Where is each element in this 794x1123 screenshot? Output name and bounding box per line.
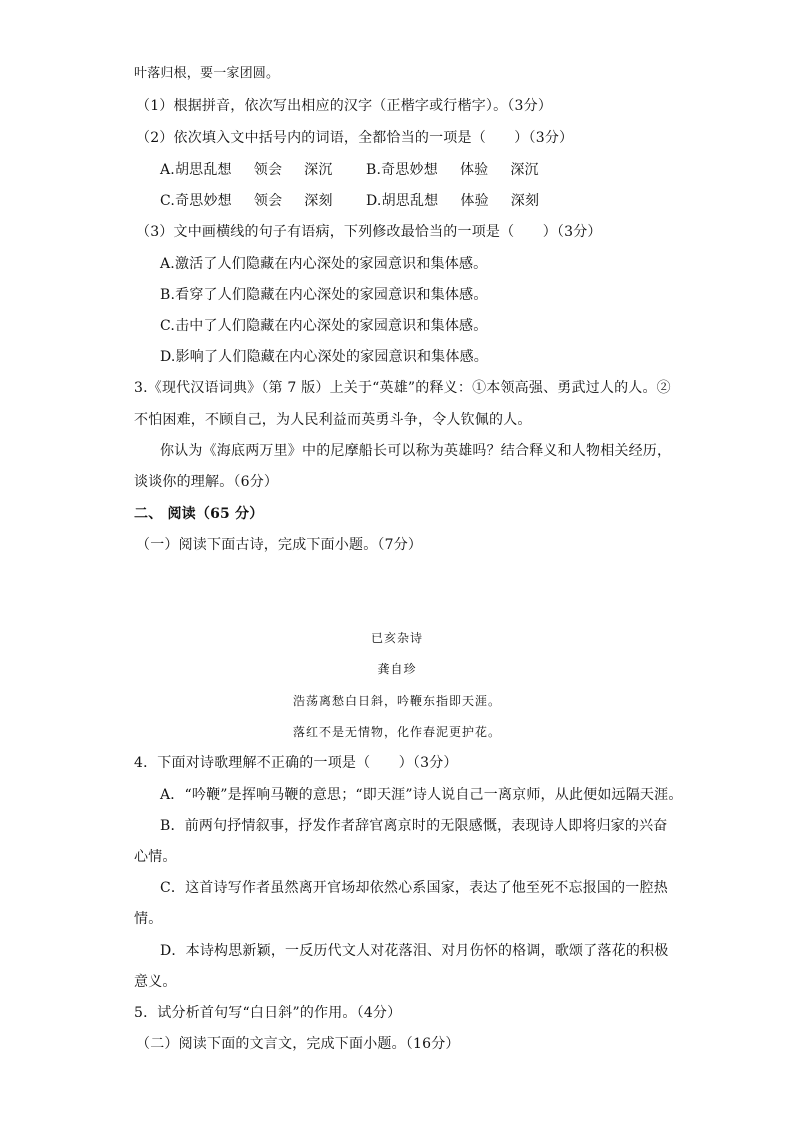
question-sentence-error: （3）文中画横线的句子有语病，下列修改最恰当的一项是（ ）（3分）: [136, 224, 602, 240]
question-4: 4．下面对诗歌理解不正确的一项是（ ）（3分）: [134, 755, 458, 771]
continued-text-line: 叶落归根，要一家团圆。: [134, 66, 280, 81]
question-4-option-d-line-2: 意义。: [134, 974, 177, 990]
option-c-term3: 深刻: [304, 193, 333, 209]
option-a-term3: 深沉: [304, 162, 333, 178]
question-4-option-b-line-1: B．前两句抒情叙事，抒发作者辞官离京时的无限感慨，表现诗人即将归家的兴奋: [160, 818, 668, 834]
option-d-term1: D.胡思乱想: [366, 193, 439, 209]
sentence-option-d: D.影响了人们隐藏在内心深处的家园意识和集体感。: [160, 349, 488, 365]
option-a-term1: A.胡思乱想: [160, 162, 232, 178]
option-a-term2: 领会: [253, 162, 283, 178]
question-pinyin: （1）根据拼音，依次写出相应的汉字（正楷字或行楷字）。（3分）: [136, 98, 553, 114]
sentence-option-c: C.击中了人们隐藏在内心深处的家园意识和集体感。: [160, 318, 488, 334]
question-3-line-1: 3.《现代汉语词典》（第 7 版）上关于“英雄”的释义：①本领高强、勇武过人的人。②: [134, 380, 671, 396]
option-c-term1: C.奇思妙想: [160, 193, 232, 209]
question-word-choice: （2）依次填入文中括号内的词语，全都恰当的一项是（ ）（3分）: [136, 130, 574, 146]
word-option-b: [366, 160, 539, 180]
sentence-option-b: B.看穿了人们隐藏在内心深处的家园意识和集体感。: [160, 287, 488, 303]
option-b-term2: 体验: [459, 162, 489, 178]
option-c-term2: 领会: [253, 193, 283, 209]
question-3-line-4: 谈谈你的理解。（6分）: [134, 474, 279, 490]
word-option-d: [366, 191, 539, 211]
sentence-option-a: A.激活了人们隐藏在内心深处的家园意识和集体感。: [160, 256, 488, 272]
poem-line-2: 落红不是无情物，化作春泥更护花。: [292, 725, 501, 739]
question-5: 5．试分析首句写“白日斜”的作用。（4分）: [134, 1005, 402, 1021]
question-3-line-3: 你认为《海底两万里》中的尼摩船长可以称为英雄吗？结合释义和人物相关经历，: [160, 443, 672, 459]
poem-line-1: 浩荡离愁白日斜，吟鞭东指即天涯。: [292, 694, 501, 708]
word-option-c: [160, 191, 333, 211]
question-4-option-d-line-1: D．本诗构思新颖，一反历代文人对花落泪、对月伤怀的格调，歌颂了落花的积极: [160, 943, 669, 959]
option-d-term3: 深刻: [510, 193, 540, 209]
option-b-term3: 深沉: [510, 162, 539, 178]
poem-title: 已亥杂诗: [370, 631, 423, 645]
question-4-option-a: A．“吟鞭”是挥响马鞭的意思；“即天涯”诗人说自己一离京师，从此便如远隔天涯。: [160, 787, 683, 803]
part-1-instruction: （一）阅读下面古诗，完成下面小题。（7分）: [136, 537, 423, 553]
poem-author: 龚自珍: [377, 662, 417, 676]
part-2-instruction: （二）阅读下面的文言文，完成下面小题。（16分）: [136, 1036, 460, 1052]
option-d-term2: 体验: [460, 193, 489, 209]
section-heading-reading: 二、 阅读（65 分）: [134, 506, 264, 522]
question-4-option-c-line-2: 情。: [134, 911, 163, 927]
question-3-line-2: 不怕困难，不顾自己，为人民利益而英勇斗争，令人钦佩的人。: [134, 412, 532, 428]
question-4-option-b-line-2: 心情。: [134, 849, 177, 865]
question-4-option-c-line-1: C．这首诗写作者虽然离开官场却依然心系国家，表达了他至死不忘报国的一腔热: [160, 880, 668, 896]
option-b-term1: B.奇思妙想: [366, 162, 438, 178]
word-option-a: [160, 160, 333, 180]
